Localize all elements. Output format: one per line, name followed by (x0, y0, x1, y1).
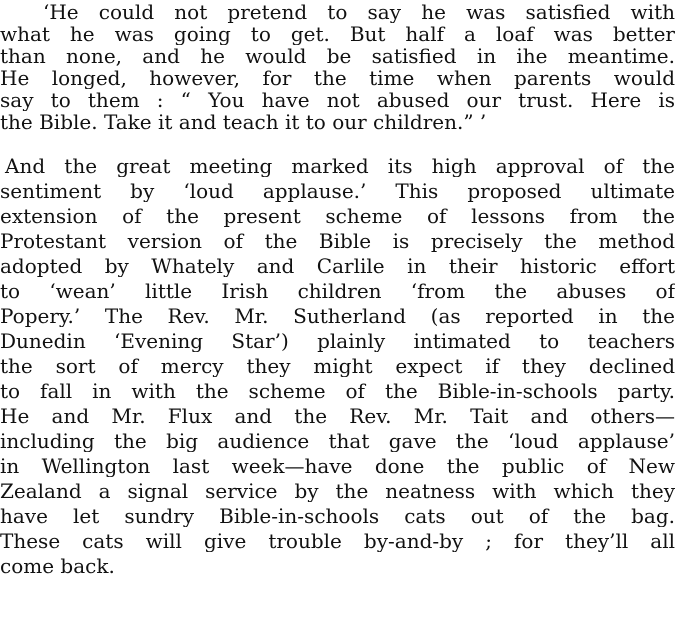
body-line-17: come back. (0, 555, 115, 577)
quote-line-2: what he was going to get. But half a loaf was better (0, 23, 675, 45)
quote-line-3: than none, and he would be satisfied in ihe meantime. (0, 45, 675, 67)
body-line-10: to fall in with the scheme of the Bible-in-schools party. (0, 380, 675, 402)
quote-line-5: say to them : “ You have not abused our trust. Here is (0, 89, 675, 111)
quote-line-1: ‘He could not pretend to say he was satisfied with (43, 1, 675, 23)
quote-line-6: the Bible. Take it and teach it to our children.” ’ (0, 111, 487, 133)
body-line-14: Zealand a signal service by the neatness with which they (0, 480, 675, 502)
body-line-1: And the great meeting marked its high approval of the (5, 155, 675, 177)
quote-line-4: He longed, however, for the time when parents would (0, 67, 675, 89)
body-line-3: extension of the present scheme of lessons from the (0, 205, 675, 227)
body-line-13: in Wellington last week—have done the public of New (0, 455, 675, 477)
body-line-12: including the big audience that gave the ‘loud applause’ (0, 430, 675, 452)
body-line-8: Dunedin ‘Evening Star’) plainly intimated to teachers (0, 330, 675, 352)
body-line-9: the sort of mercy they might expect if they declined (0, 355, 675, 377)
body-line-15: have let sundry Bible-in-schools cats out of the bag. (0, 505, 675, 527)
body-line-16: These cats will give trouble by-and-by ; for they’ll all (0, 530, 675, 552)
body-line-5: adopted by Whately and Carlile in their historic effort (0, 255, 675, 277)
body-line-2: sentiment by ‘loud applause.’ This proposed ultimate (0, 180, 675, 202)
body-line-4: Protestant version of the Bible is precisely the method (0, 230, 675, 252)
body-line-11: He and Mr. Flux and the Rev. Mr. Tait and others— (0, 405, 675, 427)
body-line-6: to ‘wean’ little Irish children ‘from the abuses of (0, 280, 675, 302)
body-line-7: Popery.’ The Rev. Mr. Sutherland (as reported in the (0, 305, 675, 327)
